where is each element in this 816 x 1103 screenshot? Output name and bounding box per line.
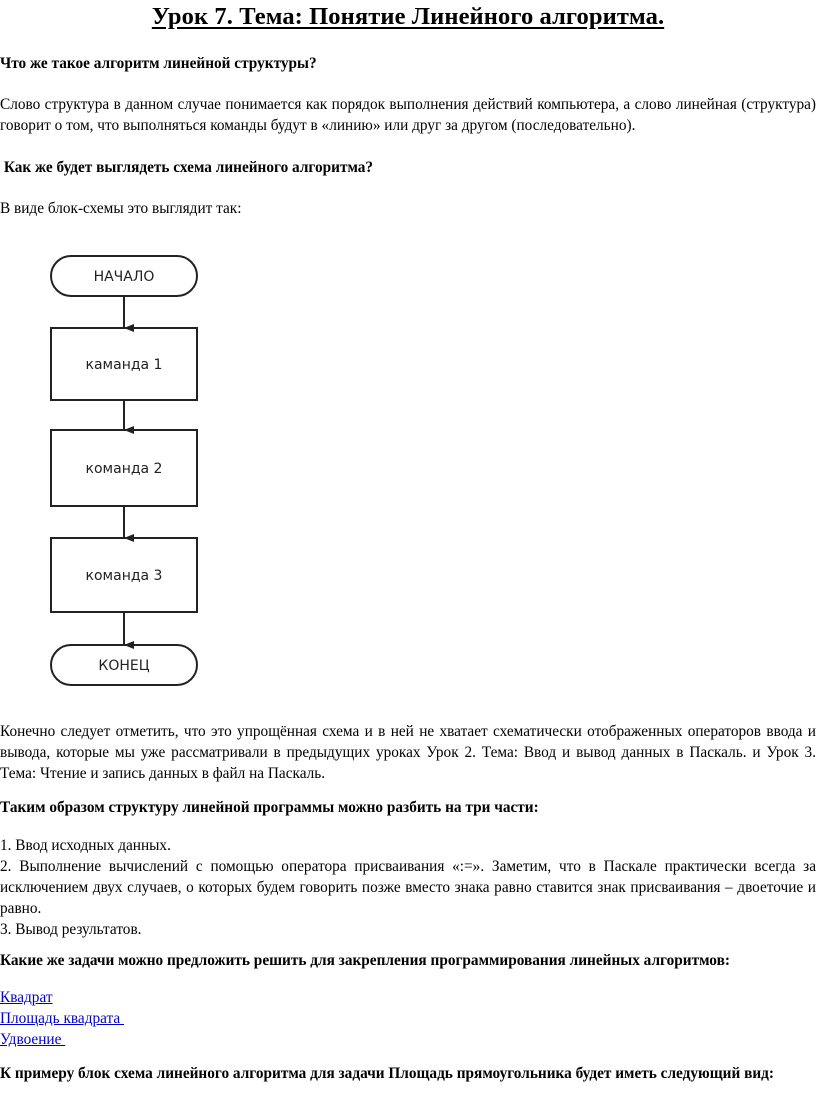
list-item-compute: 2. Выполнение вычислений с помощью оператора присваивания «:=». Заметим, что в Паскале практически всегда за исключением двух случаев, о которых будем говорить позже вместо знака равно ставится знак присваивания – двоеточие и равно. [0,858,816,917]
link-square[interactable]: Квадрат [0,989,53,1006]
link-square-area[interactable]: Площадь квадрата [0,1010,125,1027]
parts-list [0,835,816,940]
paragraph-flowchart-intro: В виде блок-схемы это выглядит так: [0,200,242,217]
question-linear-structure: Что же такое алгоритм линейной структуры? [0,55,317,72]
paragraph-structure-definition: Слово структура в данном случае понимается как порядок выполнения действий компьютера, а слово линейная (структура) говорит о том, что выполняться команды будут в «линию» или друг за другом (последовательно). [0,96,816,134]
question-flowchart: Как же будет выглядеть схема линейного алгоритма? [0,159,374,176]
link-doubling[interactable]: Удвоение [0,1031,66,1048]
command-1-label: каманда 1 [85,357,163,373]
linear-algorithm-flowchart [47,250,207,700]
paragraph-simplified-scheme: Конечно следует отметить, что это упрощённая схема и в ней не хватает схематически отображенных операторов ввода и вывода, которые мы уже рассматривали в предыдущих уроках Урок 2. Тема: Ввод и вывод данных в Паскаль. и Урок 3. Тема: Чтение и запись данных в файл на Паскаль. [0,723,816,782]
command-2-label: команда 2 [85,461,163,477]
task-links [0,987,816,1050]
list-item-output: 3. Вывод результатов. [0,921,142,938]
list-item-input: 1. Ввод исходных данных. [0,837,171,854]
question-program-parts: Таким образом структуру линейной программы можно разбить на три части: [0,799,539,816]
end-label: КОНЕЦ [98,658,150,674]
command-3-label: команда 3 [85,568,163,584]
start-label: НАЧАЛО [93,269,155,285]
question-tasks: Какие же задачи можно предложить решить для закрепления программирования линейных алгоритмов: [0,952,730,969]
page-title: Урок 7. Тема: Понятие Линейного алгоритма. [151,3,665,30]
paragraph-rectangle-example: К примеру блок схема линейного алгоритма для задачи Площадь прямоугольника будет иметь следующий вид: [0,1065,774,1082]
